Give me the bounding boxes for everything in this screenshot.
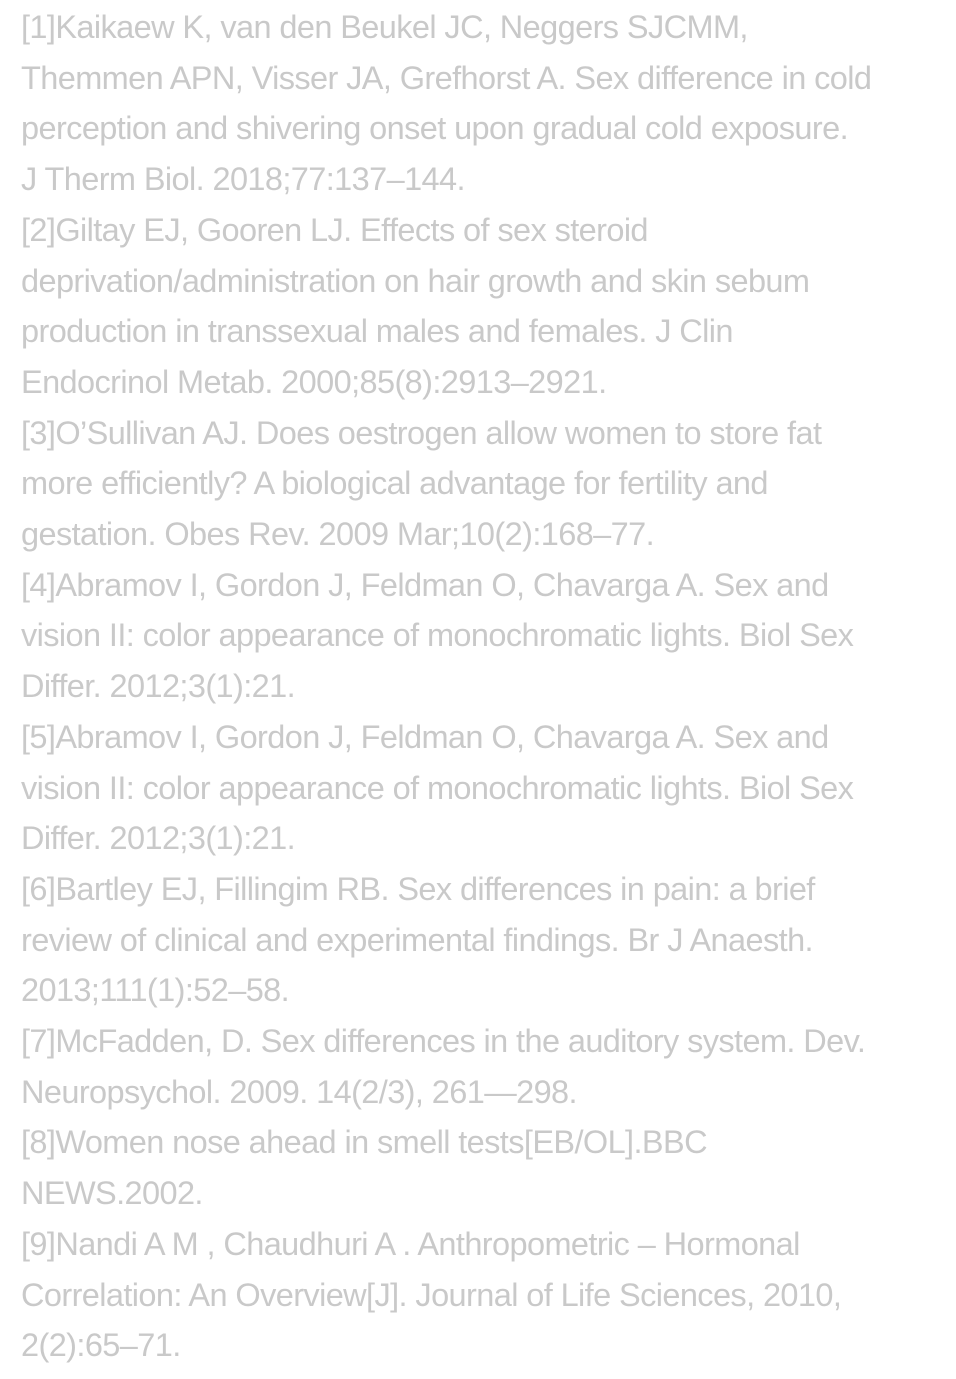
reference-item: [21, 408, 926, 560]
reference-line: Neuropsychol. 2009. 14(2/3), 261—298.: [21, 1073, 577, 1110]
reference-line: 2(2):65–71.: [21, 1327, 181, 1364]
reference-item: [21, 712, 926, 864]
reference-line: vision II: color appearance of monochromatic lights. Biol Sex: [21, 617, 854, 654]
reference-line: deprivation/administration on hair growth and skin sebum: [21, 262, 810, 299]
reference-line: [1]Kaikaew K, van den Beukel JC, Neggers SJCMM,: [21, 9, 748, 45]
reference-line: gestation. Obes Rev. 2009 Mar;10(2):168–77.: [21, 516, 655, 553]
reference-line: Differ. 2012;3(1):21.: [21, 820, 296, 857]
reference-line: 2013;111(1):52–58.: [21, 972, 290, 1009]
reference-item: [21, 2, 926, 205]
reference-item: [21, 1219, 926, 1371]
reference-line: [2]Giltay EJ, Gooren LJ. Effects of sex steroid: [21, 211, 648, 248]
reference-line: perception and shivering onset upon gradual cold exposure.: [21, 110, 849, 147]
reference-item: [21, 864, 926, 1016]
reference-line: Correlation: An Overview[J]. Journal of Life Sciences, 2010,: [21, 1276, 842, 1313]
reference-item: [21, 560, 926, 712]
reference-line: [7]McFadden, D. Sex differences in the auditory system. Dev.: [21, 1023, 866, 1060]
reference-line: vision II: color appearance of monochromatic lights. Biol Sex: [21, 769, 854, 806]
reference-item: [21, 1117, 926, 1218]
reference-line: J Therm Biol. 2018;77:137–144.: [21, 161, 465, 198]
reference-line: [4]Abramov I, Gordon J, Feldman O, Chavarga A. Sex and: [21, 566, 829, 603]
references-list: [21, 2, 926, 1371]
reference-line: Themmen APN, Visser JA, Grefhorst A. Sex difference in cold: [21, 59, 872, 96]
reference-line: [3]O’Sullivan AJ. Does oestrogen allow women to store fat: [21, 414, 822, 451]
reference-line: production in transsexual males and females. J Clin: [21, 313, 733, 350]
reference-line: [6]Bartley EJ, Fillingim RB. Sex differences in pain: a brief: [21, 870, 815, 907]
reference-line: review of clinical and experimental findings. Br J Anaesth.: [21, 921, 813, 958]
reference-line: [5]Abramov I, Gordon J, Feldman O, Chavarga A. Sex and: [21, 718, 829, 755]
reference-line: more efficiently? A biological advantage for fertility and: [21, 465, 768, 502]
reference-item: [21, 205, 926, 408]
reference-line: NEWS.2002.: [21, 1175, 203, 1212]
reference-line: Differ. 2012;3(1):21.: [21, 668, 296, 705]
reference-line: [9]Nandi A M , Chaudhuri A . Anthropometric – Hormonal: [21, 1225, 800, 1262]
reference-item: [21, 1016, 926, 1117]
reference-line: Endocrinol Metab. 2000;85(8):2913–2921.: [21, 363, 607, 400]
reference-line: [8]Women nose ahead in smell tests[EB/OL].BBC: [21, 1124, 707, 1161]
